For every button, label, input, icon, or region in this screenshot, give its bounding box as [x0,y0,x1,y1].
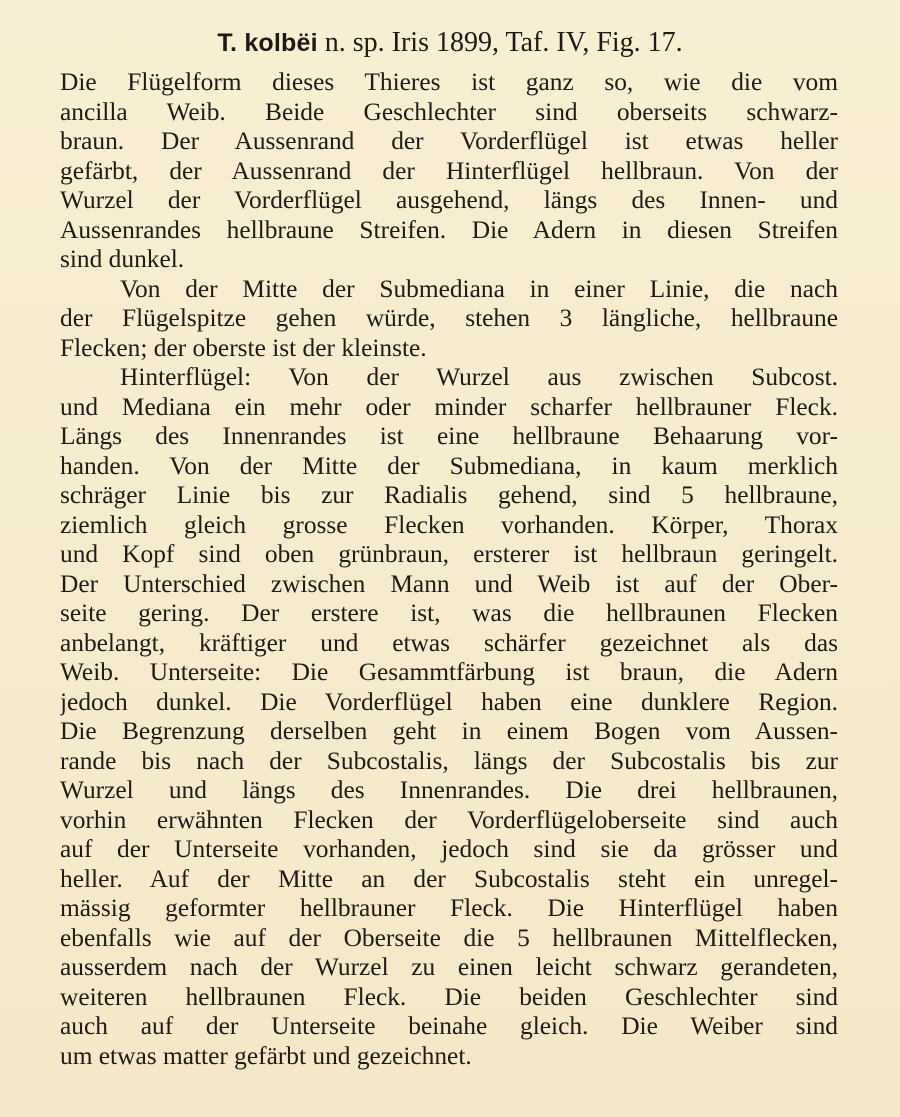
text-line: Flecken; der oberste ist der kleinste. [60,333,427,362]
text-line: heller. Auf der Mitte an der Subcostalis steht ein unregel- [60,864,838,893]
text-line: gefärbt, der Aussenrand der Hinterflügel hellbraun. Von der [60,156,838,185]
text-line: Hinterflügel: Von der Wurzel aus zwischen Subcost. [120,363,838,391]
text-line: jedoch dunkel. Die Vorderflügel haben eine dunklere Region. [60,687,838,716]
text-line: rande bis nach der Subcostalis, längs der Subcostalis bis zur [60,746,838,775]
text-line: Weib. Unterseite: Die Gesammtfärbung ist braun, die Adern [60,658,838,686]
text-line: auch auf der Unterseite beinahe gleich. Die Weiber sind [60,1012,838,1040]
text-line: Aussenrandes hellbraune Streifen. Die Adern in diesen Streifen [60,215,838,244]
text-line: ziemlich gleich grosse Flecken vorhanden. Körper, Thorax [60,510,838,539]
text-line: Wurzel der Vorderflügel ausgehend, längs des Innen- und [60,186,838,214]
text-line: mässig geformter hellbrauner Fleck. Die Hinterflügel haben [60,894,838,922]
page-header [60,26,840,60]
text-line: Der Unterschied zwischen Mann und Weib ist auf der Ober- [60,569,838,598]
text-line: Von der Mitte der Submediana in einer Linie, die nach [120,274,838,303]
citation: n. sp. Iris 1899, Taf. IV, Fig. 17. [324,27,683,58]
body-text [60,68,838,1071]
text-line: sind dunkel. [60,245,185,273]
text-line: der Flügelspitze gehen würde, stehen 3 längliche, hellbraune [60,304,838,332]
text-line: vorhin erwähnten Flecken der Vorderflügeloberseite sind auch [60,805,838,834]
text-line: schräger Linie bis zur Radialis gehend, sind 5 hellbraune, [60,481,838,509]
text-line: seite gering. Der erstere ist, was die hellbraunen Flecken [60,599,838,627]
text-line: auf der Unterseite vorhanden, jedoch sind sie da grösser und [60,835,838,863]
text-line: um etwas matter gefärbt und gezeichnet. [60,1041,472,1070]
text-line: handen. Von der Mitte der Submediana, in kaum merklich [60,451,838,480]
text-line: ancilla Weib. Beide Geschlechter sind oberseits schwarz- [60,97,838,126]
text-line: weiteren hellbraunen Fleck. Die beiden Geschlechter sind [60,982,838,1011]
text-line: Längs des Innenrandes ist eine hellbraune Behaarung vor- [60,422,838,450]
text-line: anbelangt, kräftiger und etwas schärfer gezeichnet als das [60,628,838,657]
text-line: Die Begrenzung derselben geht in einem Bogen vom Aussen- [60,717,838,745]
text-line: ausserdem nach der Wurzel zu einen leicht schwarz gerandeten, [60,953,838,981]
text-line: und Kopf sind oben grünbraun, ersterer ist hellbraun geringelt. [60,540,838,568]
text-line: Die Flügelform dieses Thieres ist ganz so, wie die vom [60,68,838,96]
text-line: ebenfalls wie auf der Oberseite die 5 hellbraunen Mittelflecken, [60,923,838,952]
text-line: und Mediana ein mehr oder minder scharfer hellbrauner Fleck. [60,392,838,421]
species-name: T. kolbëi [217,29,318,57]
text-line: braun. Der Aussenrand der Vorderflügel ist etwas heller [60,127,838,155]
text-line: Wurzel und längs des Innenrandes. Die drei hellbraunen, [60,776,838,804]
